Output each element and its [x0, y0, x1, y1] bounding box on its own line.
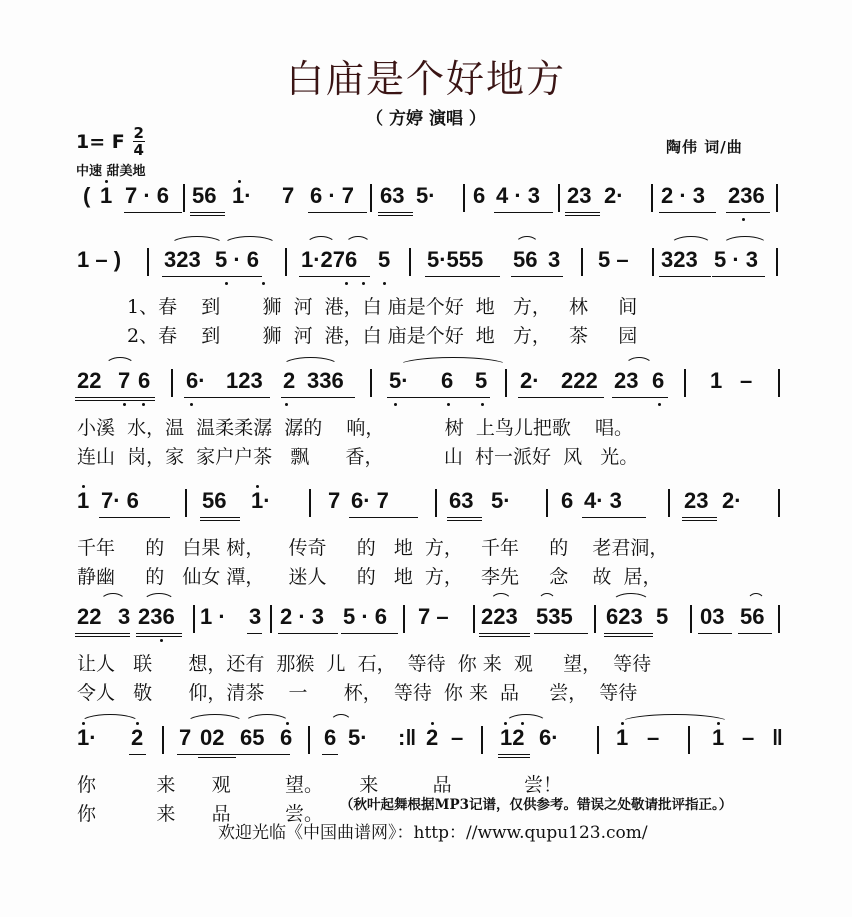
slur-arc [244, 714, 290, 723]
note-group: 5 [475, 368, 488, 393]
note-group: 1·276 [301, 247, 358, 272]
beam-underline [479, 633, 530, 634]
note-group: 2· [520, 368, 540, 393]
slur-arc [143, 593, 175, 602]
beam-underline [278, 633, 338, 634]
octave-dot-high [621, 722, 624, 725]
bar-line [690, 605, 692, 633]
beam-underline [738, 633, 772, 634]
beam-underline [184, 397, 270, 398]
lyric-line-verse-1: 你 来 观 望。 来 品 尝！ [77, 774, 563, 796]
note-group: 7 [118, 368, 131, 393]
beam-underline [75, 633, 130, 634]
note-group: 7 [179, 725, 192, 750]
octave-dot-low [658, 403, 661, 406]
note-group: 6· [186, 368, 206, 393]
lyric-line-verse-2: 连山 岗，家 家户户茶 飘 香， 山 村一派好 风 光。 [77, 446, 639, 468]
bar-line [370, 184, 372, 212]
octave-dot-low [160, 639, 163, 642]
bar-line [684, 369, 686, 397]
note-group: 56 [513, 247, 538, 272]
key-label: 1= F [76, 130, 125, 153]
note-group: 7 · 6 [125, 183, 170, 208]
note-group: 6 [652, 368, 665, 393]
note-group: 1 [712, 725, 725, 750]
note-group: 63 [449, 488, 474, 513]
note-group: 323 [661, 247, 698, 272]
note-group: 5· [491, 488, 511, 513]
notes-line [0, 487, 852, 521]
note-group: 1 [616, 725, 629, 750]
octave-dot-high [431, 722, 434, 725]
beam-underline [447, 520, 482, 521]
time-signature [133, 126, 145, 157]
slur-arc [100, 593, 126, 602]
slur-arc [306, 236, 336, 245]
octave-dot-high [105, 180, 108, 183]
slur-arc [105, 357, 135, 366]
note-group: 02 [200, 725, 225, 750]
slur-arc [538, 593, 556, 602]
beam-underline [124, 212, 182, 213]
bar-line [403, 605, 405, 633]
slur-arc [345, 236, 371, 245]
lyric-line-verse-2: 2、春 到 狮 河 港，白 庙是个好 地 方， 茶 园 [127, 325, 638, 347]
note-group: 5 – [598, 247, 629, 272]
bar-line [370, 369, 372, 397]
beam-underline [604, 633, 653, 634]
note-group: 6· 7 [351, 488, 389, 513]
beam-underline [136, 636, 182, 637]
beam-underline [479, 636, 530, 637]
bar-line [505, 369, 507, 397]
bar-line [668, 489, 670, 517]
note-group: 5· [416, 183, 436, 208]
note-group: 5· [348, 725, 368, 750]
note-group: 2 · 3 [280, 604, 325, 629]
note-group: 1 [710, 368, 723, 393]
octave-dot-high [521, 722, 524, 725]
beam-underline [75, 397, 155, 398]
slur-arc [80, 714, 140, 723]
note-group: 7 – [418, 604, 449, 629]
note-group: 4· 3 [584, 488, 622, 513]
note-group: 323 [164, 247, 201, 272]
bar-line [463, 184, 465, 212]
beam-underline [498, 754, 530, 755]
octave-dot-low [123, 403, 126, 406]
note-group: 1· [232, 183, 252, 208]
beam-underline [378, 215, 413, 216]
bar-line [776, 184, 778, 212]
beam-underline [349, 517, 418, 518]
bar-line [481, 726, 483, 754]
note-group: 5· [389, 368, 409, 393]
note-group: 2 [426, 725, 439, 750]
bar-line [171, 369, 173, 397]
note-group: 236 [138, 604, 175, 629]
note-group: 56 [192, 183, 217, 208]
beam-underline [75, 636, 130, 637]
note-group: 6· [539, 725, 559, 750]
beam-underline [322, 754, 338, 755]
slur-arc [398, 357, 508, 366]
beam-underline [565, 215, 600, 216]
note-group: 7· 6 [101, 488, 139, 513]
note-group: – [742, 725, 755, 750]
lyric-line-verse-1: 让人 联 想，还有 那猴 儿 石， 等待 你 来 观 望， 等待 [77, 653, 652, 675]
note-group: 7 [328, 488, 341, 513]
beam-underline [712, 276, 765, 277]
lyric-line-verse-1: 千年 的 白果 树， 传奇 的 地 方， 千年 的 老君洞， [77, 537, 669, 559]
note-group: 5 [656, 604, 669, 629]
beam-underline [612, 397, 668, 398]
octave-dot-low [142, 403, 145, 406]
octave-dot-low [481, 403, 484, 406]
octave-dot-high [136, 722, 139, 725]
beam-underline [494, 212, 553, 213]
bar-line [688, 726, 690, 754]
bar-line [409, 248, 411, 276]
note-group: 2· [722, 488, 742, 513]
slur-arc [612, 593, 650, 602]
note-group: 6 [138, 368, 151, 393]
slur-arc [223, 236, 277, 245]
beam-underline [99, 517, 170, 518]
note-group: 63 [380, 183, 405, 208]
beam-underline [534, 633, 588, 634]
note-group: 2 [283, 368, 296, 393]
note-group: 223 [481, 604, 518, 629]
beam-underline [75, 400, 155, 401]
slur-arc [330, 714, 352, 723]
bar-line [473, 605, 475, 633]
bar-line [435, 489, 437, 517]
bar-line [270, 605, 272, 633]
note-group: 5 · 3 [714, 247, 759, 272]
note-group: ( [83, 183, 91, 208]
note-group: 2 [131, 725, 144, 750]
note-group: 623 [606, 604, 643, 629]
note-group: 1 [77, 488, 90, 513]
beam-underline [198, 757, 236, 758]
note-group: 6 · 7 [310, 183, 355, 208]
octave-dot-low [285, 403, 288, 406]
bar-line [652, 248, 654, 276]
tempo-marking: 中速 甜美地 [76, 164, 146, 179]
notes-line [0, 724, 852, 758]
beam-underline [726, 212, 770, 213]
note-group: 1 · [200, 604, 226, 629]
note-group: 236 [728, 183, 765, 208]
note-group: 6 [561, 488, 574, 513]
note-group: 03 [700, 604, 725, 629]
bar-line [778, 605, 780, 633]
note-group: 1· [77, 725, 97, 750]
beam-underline [659, 212, 716, 213]
note-group: – [647, 725, 660, 750]
beam-underline [136, 633, 182, 634]
note-group: – [740, 368, 753, 393]
beam-underline [341, 633, 398, 634]
octave-dot-low [262, 282, 265, 285]
notes-line [0, 367, 852, 401]
note-group: 123 [226, 368, 263, 393]
bar-line [285, 248, 287, 276]
bar-line [546, 489, 548, 517]
note-group: 1· [251, 488, 271, 513]
slur-arc [186, 714, 244, 723]
slur-arc [625, 357, 653, 366]
lyric-line-verse-1: 1、春 到 狮 河 港，白 庙是个好 地 方， 林 间 [127, 296, 638, 318]
octave-dot-low [383, 282, 386, 285]
slur-arc [722, 236, 768, 245]
beam-underline [518, 397, 604, 398]
note-group: 1 – ) [77, 247, 122, 272]
beam-underline [378, 212, 413, 213]
note-group: 6 [280, 725, 293, 750]
beam-underline [659, 276, 711, 277]
note-group: 6 [441, 368, 454, 393]
note-group: 23 [614, 368, 639, 393]
bar-line [581, 248, 583, 276]
beam-underline [565, 212, 600, 213]
slur-arc [620, 714, 730, 723]
bar-line [185, 489, 187, 517]
repeat-sign: :‖ [398, 725, 417, 750]
octave-dot-low [190, 403, 193, 406]
bar-line [558, 184, 560, 212]
bar-line [651, 184, 653, 212]
bar-line [594, 605, 596, 633]
bar-line [776, 248, 778, 276]
beam-underline [308, 212, 367, 213]
note-group: 3 [118, 604, 131, 629]
note-group: 12 [500, 725, 525, 750]
note-group: 336 [307, 368, 344, 393]
slur-arc [282, 357, 339, 366]
note-group: 3 [249, 604, 262, 629]
song-title: 白庙是个好地方 [285, 57, 566, 101]
bar-line [147, 248, 149, 276]
octave-dot-low [362, 282, 365, 285]
beam-underline [213, 276, 262, 277]
footer-welcome: 欢迎光临《中国曲谱网》：http：//www.qupu123.com/ [218, 823, 648, 843]
beam-underline [698, 633, 732, 634]
author-credit: 陶伟 词/曲 [666, 138, 743, 156]
note-group: 1 [100, 183, 113, 208]
slur-arc [747, 593, 765, 602]
bar-line [183, 184, 185, 212]
octave-dot-low [225, 282, 228, 285]
lyric-line-verse-1: 小溪 水，温 温柔柔潺 潺的 响， 树 上鸟儿把歌 唱。 [77, 417, 634, 439]
bar-line [193, 605, 195, 633]
beam-underline [281, 397, 355, 398]
beam-underline [387, 397, 490, 398]
beam-underline [425, 276, 500, 277]
note-group: 6 [473, 183, 486, 208]
slur-arc [505, 714, 547, 723]
slur-arc [170, 236, 224, 245]
beam-underline [447, 517, 482, 518]
note-group: 2· [604, 183, 624, 208]
beam-underline [200, 520, 240, 521]
note-group: 65 [240, 725, 265, 750]
beam-underline [129, 754, 146, 755]
note-group: 23 [684, 488, 709, 513]
octave-dot-low [742, 218, 745, 221]
key-signature [76, 126, 145, 157]
beam-underline [511, 276, 563, 277]
note-group: 535 [536, 604, 573, 629]
note-group: 6 [324, 725, 337, 750]
lyric-line-verse-2: 你 来 品 尝。 [77, 803, 323, 825]
beam-underline [247, 633, 262, 634]
note-group: 23 [567, 183, 592, 208]
beam-underline [682, 517, 717, 518]
beam-underline [498, 757, 530, 758]
octave-dot-low [345, 282, 348, 285]
singer-credit: （ 方婷 演唱 ） [366, 109, 486, 129]
note-group: 3 [548, 247, 561, 272]
note-group: 22 [77, 604, 102, 629]
octave-dot-low [394, 403, 397, 406]
octave-dot-low [447, 403, 450, 406]
beam-underline [200, 517, 240, 518]
note-group: 4 · 3 [496, 183, 541, 208]
octave-dot-high [717, 722, 720, 725]
note-group: 2 · 3 [661, 183, 706, 208]
final-barline: ‖ [772, 725, 783, 750]
octave-dot-high [256, 485, 259, 488]
note-group: 5 · 6 [343, 604, 388, 629]
note-group: 56 [202, 488, 227, 513]
note-group: 56 [740, 604, 765, 629]
slur-arc [515, 236, 539, 245]
octave-dot-high [238, 180, 241, 183]
notes-line [0, 246, 852, 280]
time-top: 2 [133, 124, 144, 142]
bar-line [778, 489, 780, 517]
lyric-line-verse-2: 令人 敬 仰，清茶 一 杯， 等待 你 来 品 尝， 等待 [77, 682, 638, 704]
notes-line [0, 603, 852, 637]
bar-line [309, 489, 311, 517]
note-group: 22 [77, 368, 102, 393]
time-bottom: 4 [133, 141, 144, 159]
note-group: 222 [561, 368, 598, 393]
octave-dot-high [82, 722, 85, 725]
note-group: 5 [378, 247, 391, 272]
note-group: 5·555 [427, 247, 484, 272]
octave-dot-low [286, 722, 289, 725]
notes-line [0, 182, 852, 216]
slur-arc [490, 593, 512, 602]
note-group: 7 [282, 183, 295, 208]
beam-underline [162, 276, 215, 277]
beam-underline [604, 636, 653, 637]
beam-underline [238, 754, 290, 755]
beam-underline [682, 520, 717, 521]
bar-line [308, 726, 310, 754]
beam-underline [190, 215, 225, 216]
note-group: 5 · 6 [215, 247, 260, 272]
beam-underline [299, 276, 370, 277]
bar-line [597, 726, 599, 754]
bar-line [778, 369, 780, 397]
octave-dot-high [504, 722, 507, 725]
beam-underline [190, 212, 225, 213]
octave-dot-high [82, 485, 85, 488]
note-group: – [451, 725, 464, 750]
beam-underline [582, 517, 646, 518]
slur-arc [670, 236, 712, 245]
lyric-line-verse-2: 静幽 的 仙女 潭， 迷人 的 地 方， 李先 念 故 居， [77, 566, 662, 588]
bar-line [162, 726, 164, 754]
transcriber-note: （秋叶起舞根据MP3记谱，仅供参考。错误之处敬请批评指正。） [340, 797, 733, 813]
